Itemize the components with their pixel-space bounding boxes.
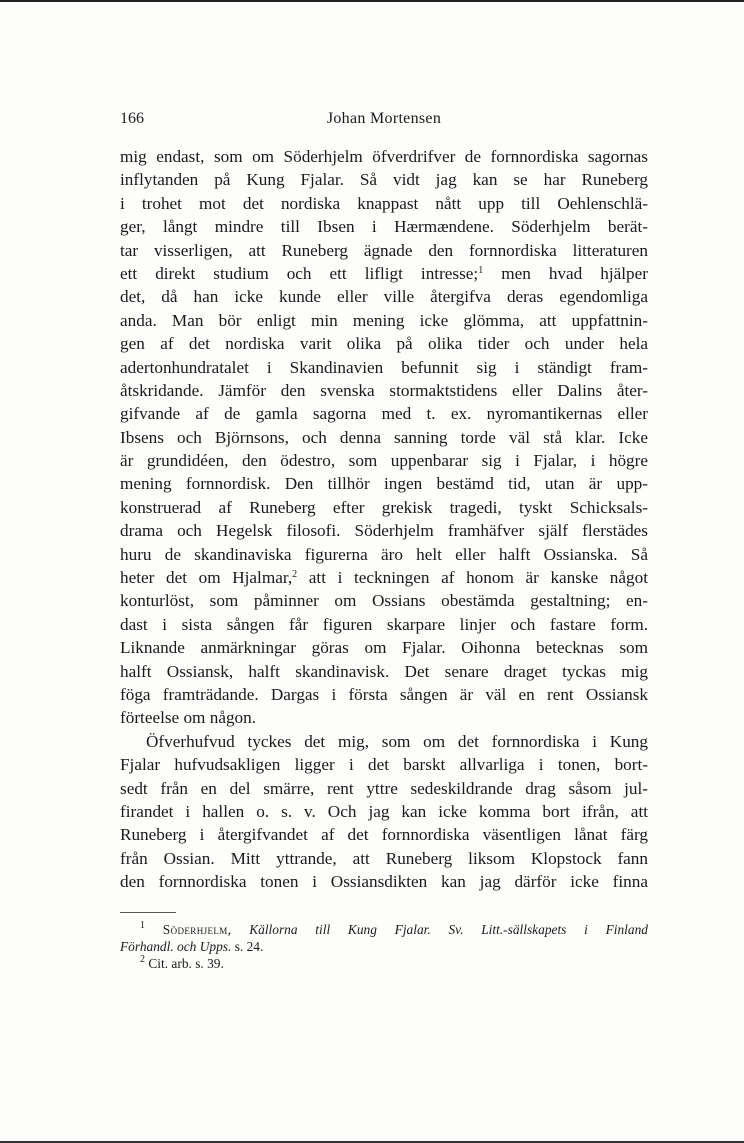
text-line: åtskridande. Jämför den svenska stormaktstidens eller Dalins åter- [120,380,648,400]
text-line [120,566,648,589]
text-line: det, då han icke kunde eller ville återgifva deras egendomliga [120,287,648,307]
text-line: huru de skandinaviska figurerna äro helt eller halft Ossianska. Så [120,544,648,564]
footnotes [120,921,648,972]
text-line: konturlöst, som påminner om Ossians obestämda gestaltning; en- [120,591,648,611]
text-segment: att i teckningen af honom är kanske något [297,568,648,588]
body-text [120,145,648,894]
text-line: mening fornnordisk. Den tillhör ingen bestämd tid, utan är upp- [120,474,648,494]
footnote-text: Cit. arb. s. 39. [145,956,224,971]
text-line: den fornnordiska tonen i Ossiansdikten kan jag därför icke finna [120,872,648,892]
text-line [120,262,648,285]
text-segment: men hvad hjälper [483,263,648,283]
text-line: förteelse om någon. [120,708,257,728]
text-segment: ett direkt studium och ett lifligt intresse; [120,263,479,283]
text-line: föga framträdande. Dargas i första sången är väl en rent Ossiansk [120,684,648,704]
scan-edge-top [0,0,744,2]
text-line: Liknande anmärkningar göras om Fjalar. Oihonna betecknas som [120,638,648,658]
footnote-ref-2: 2 [292,569,298,581]
footnote-mark: 1 [140,920,145,931]
page-number: 166 [120,110,144,127]
footnote-1-continued [120,938,648,955]
text-line: adertonhundratalet i Skandinavien befunnit sig i ständigt fram- [120,357,648,377]
text-line: är grundidéen, den ödestro, som uppenbarar sig i Fjalar, i högre [120,451,648,471]
text-line: ger, långt mindre till Ibsen i Hærmændene. Söderhjelm berät- [120,217,648,237]
footnote-page: s. 24. [231,939,264,954]
paragraph-start-line: Öfverhufvud tyckes det mig, som om det fornnordiska i Kung [146,731,648,751]
text-line: konstruerad af Runeberg efter grekisk tragedi, tyskt Schicksals- [120,497,648,517]
footnote-divider [120,912,176,913]
text-line: Runeberg i återgifvandet af det fornnordiska väsentligen lånat färg [120,825,648,845]
page-header [120,110,648,134]
footnote-author: Söderhjelm, [162,922,232,937]
text-line: Ibsens och Björnsons, och denna sanning torde väl stå klar. Icke [120,427,648,447]
text-line: gen af det nordiska varit olika på olika tider och under hela [120,334,648,354]
text-line: dast i sista sången får figuren skarpare linjer och fastare form. [120,614,648,634]
text-line: från Ossian. Mitt yttrande, att Runeberg liksom Klopstock fann [120,848,648,868]
footnote-mark: 2 [140,954,145,965]
footnote-1 [120,921,648,938]
text-segment: heter det om Hjalmar, [120,568,293,588]
text-line: inflytanden på Kung Fjalar. Så vidt jag kan se har Runeberg [120,170,648,190]
text-line: mig endast, som om Söderhjelm öfverdrifver de fornnordiska sagornas [120,147,648,166]
text-line: anda. Man bör enligt min mening icke glömma, att uppfattnin- [120,310,648,330]
text-line: gifvande af de gamla sagorna med t. ex. nyromantikernas eller [120,404,648,424]
footnote-title: Källorna till Kung Fjalar. Sv. Litt.-sällskapets i Finland [231,922,648,937]
running-head: Johan Mortensen [326,110,442,127]
footnote-2 [120,955,648,972]
text-line: firandet i hallen o. s. v. Och jag kan icke komma bort ifrån, att [120,801,648,821]
footnote-ref-1: 1 [478,264,484,276]
text-line: Fjalar hufvudsakligen ligger i det barskt allvarliga i tonen, bort- [120,755,648,775]
text-line: i trohet mot det nordiska knappast nått upp till Oehlenschlä- [120,193,648,213]
text-line: drama och Hegelsk filosofi. Söderhjelm framhäfver själf flerstädes [120,521,648,541]
text-line: tar visserligen, att Runeberg ägnade den fornnordiska litteraturen [120,240,648,260]
text-line: halft Ossiansk, halft skandinavisk. Det senare draget tyckas mig [120,661,648,681]
footnote-title-cont: Förhandl. och Upps. [120,939,232,954]
text-line: sedt från en del smärre, rent yttre sedeskildrande drag såsom jul- [120,778,648,798]
